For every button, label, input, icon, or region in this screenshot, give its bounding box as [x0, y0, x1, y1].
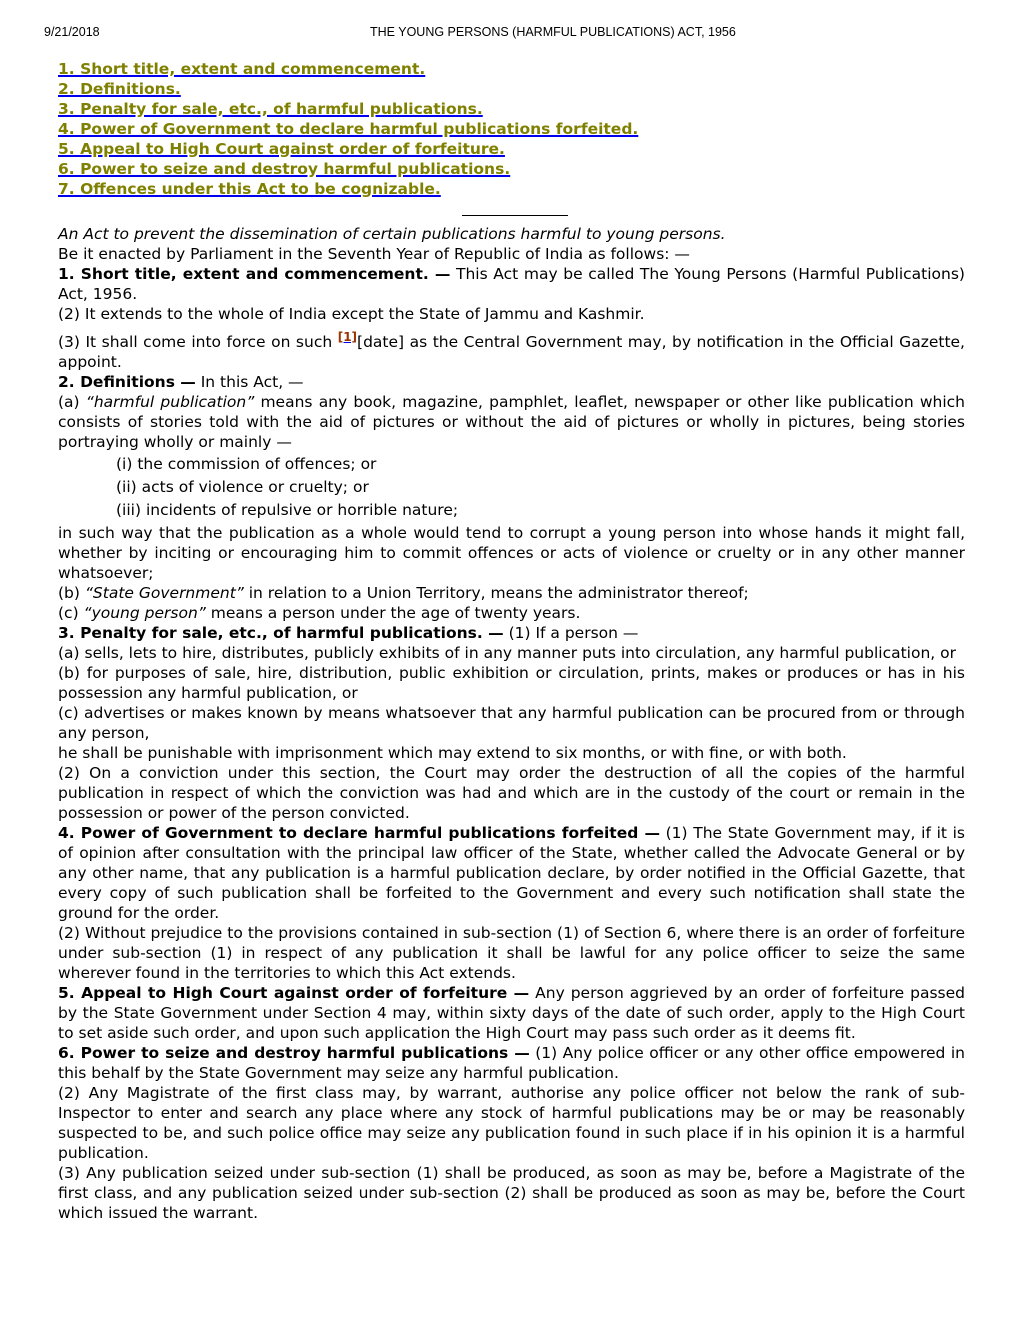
enacting-clause: Be it enacted by Parliament in the Seventh Year of Republic of India as follows: —	[58, 245, 690, 263]
toc-link-section-2[interactable]: 2. Definitions.	[58, 80, 181, 98]
section-text: (c) advertises or makes known by means whatsoever that any harmful publication can be procured from or through any person,	[58, 704, 965, 742]
clause-label: (b)	[58, 584, 85, 602]
section-text: (2) It extends to the whole of India except the State of Jammu and Kashmir.	[58, 305, 645, 323]
section-text: (1) The State Government may, if it is of opinion after consultation with the principal law officer of the State, whether called the Advocate General or by any other name, that any publication is a harmful publication declare, by order notified in the Official Gazette, that every copy of such publication shall be forfeited to the Government and every such notification shall state the ground for the order.	[58, 824, 965, 922]
section-text: means a person under the age of twenty years.	[205, 604, 581, 622]
section-text: [date] as the Central Government may, by notification in the Official Gazette, appoint.	[58, 333, 965, 371]
print-title: THE YOUNG PERSONS (HARMFUL PUBLICATIONS) ACT, 1956	[370, 25, 736, 39]
list-item: (i) the commission of offences; or	[116, 455, 377, 473]
section-text: in such way that the publication as a whole would tend to corrupt a young person into whose hands it might fall, whether by inciting or encouraging him to commit offences or acts of violence or cruelty or in any other manner whatsoever;	[58, 524, 965, 582]
act-body	[58, 224, 965, 1223]
clause-label: (c)	[58, 604, 84, 622]
section-text: In this Act, —	[195, 373, 304, 391]
toc-link-section-7[interactable]: 7. Offences under this Act to be cognizable.	[58, 180, 441, 198]
toc-link-section-6[interactable]: 6. Power to seize and destroy harmful publications.	[58, 160, 511, 178]
section-text: (3) Any publication seized under sub-section (1) shall be produced, as soon as may be, before a Magistrate of the first class, and any publication seized under sub-section (2) shall be produced as soon as may be, before the Court which issued the warrant.	[58, 1164, 965, 1222]
section-text: in relation to a Union Territory, means the administrator thereof;	[243, 584, 749, 602]
section-4-heading: 4. Power of Government to declare harmful publications forfeited —	[58, 824, 660, 842]
footnote-link[interactable]: [1]	[337, 330, 358, 344]
section-1-heading: 1. Short title, extent and commencement. —	[58, 265, 451, 283]
list-item: (ii) acts of violence or cruelty; or	[116, 478, 369, 496]
long-title: An Act to prevent the dissemination of certain publications harmful to young persons.	[58, 225, 726, 243]
table-of-contents	[58, 59, 638, 199]
section-text: (b) for purposes of sale, hire, distribution, public exhibition or circulation, prints, makes or produces or has in his possession any harmful publication, or	[58, 664, 965, 702]
section-text: (2) Without prejudice to the provisions contained in sub-section (1) of Section 6, where there is an order of forfeiture under sub-section (1) in respect of any publication it shall be lawful for any police officer to seize the same wherever found in the territories to which this Act extends.	[58, 924, 965, 982]
section-text: (2) On a conviction under this section, the Court may order the destruction of all the copies of the harmful publication in respect of which the conviction was had and which are in the custody of the court or remain in the possession or power of the person convicted.	[58, 764, 965, 822]
section-5-heading: 5. Appeal to High Court against order of forfeiture —	[58, 984, 530, 1002]
toc-link-section-1[interactable]: 1. Short title, extent and commencement.	[58, 60, 426, 78]
section-6-heading: 6. Power to seize and destroy harmful publications —	[58, 1044, 530, 1062]
section-text: Any person aggrieved by an order of forfeiture passed by the State Government under Section 4 may, within sixty days of the date of such order, apply to the High Court to set aside such order, and upon such application the High Court may pass such order as it deems fit.	[58, 984, 965, 1042]
toc-link-section-3[interactable]: 3. Penalty for sale, etc., of harmful publications.	[58, 100, 483, 118]
section-text: (1) Any police officer or any other office empowered in this behalf by the State Government may seize any harmful publication.	[58, 1044, 965, 1082]
clause-label: (a)	[58, 393, 86, 411]
section-text: (a) sells, lets to hire, distributes, publicly exhibits of in any manner puts into circulation, any harmful publication, or	[58, 644, 956, 662]
section-text: (2) Any Magistrate of the first class may, by warrant, authorise any police officer not below the rank of sub-Inspector to enter and search any place where any stock of harmful publications may be or may be reasonably suspected to be, and such police office may seize any publication found in such place if in his opinion it is a harmful publication.	[58, 1084, 965, 1162]
defined-term: “harmful publication”	[85, 393, 255, 411]
print-date: 9/21/2018	[44, 25, 100, 39]
defined-term: “young person”	[83, 604, 206, 622]
section-3-heading: 3. Penalty for sale, etc., of harmful publications. —	[58, 624, 504, 642]
section-text: (1) If a person —	[503, 624, 639, 642]
list-item: (iii) incidents of repulsive or horrible nature;	[116, 501, 459, 519]
section-text: This Act may be called The Young Persons (Harmful Publications) Act, 1956.	[58, 265, 965, 303]
divider	[462, 215, 568, 216]
defined-term: “State Government”	[84, 584, 244, 602]
section-text: (3) It shall come into force on such	[58, 333, 338, 351]
toc-link-section-4[interactable]: 4. Power of Government to declare harmful publications forfeited.	[58, 120, 639, 138]
section-2-heading: 2. Definitions —	[58, 373, 196, 391]
section-text: he shall be punishable with imprisonment which may extend to six months, or with fine, or with both.	[58, 744, 847, 762]
toc-link-section-5[interactable]: 5. Appeal to High Court against order of forfeiture.	[58, 140, 505, 158]
section-text: means any book, magazine, pamphlet, leaflet, newspaper or other like publication which consists of stories told with the aid of pictures or without the aid of pictures or wholly in pictures, being stories portraying wholly or mainly —	[58, 393, 965, 451]
